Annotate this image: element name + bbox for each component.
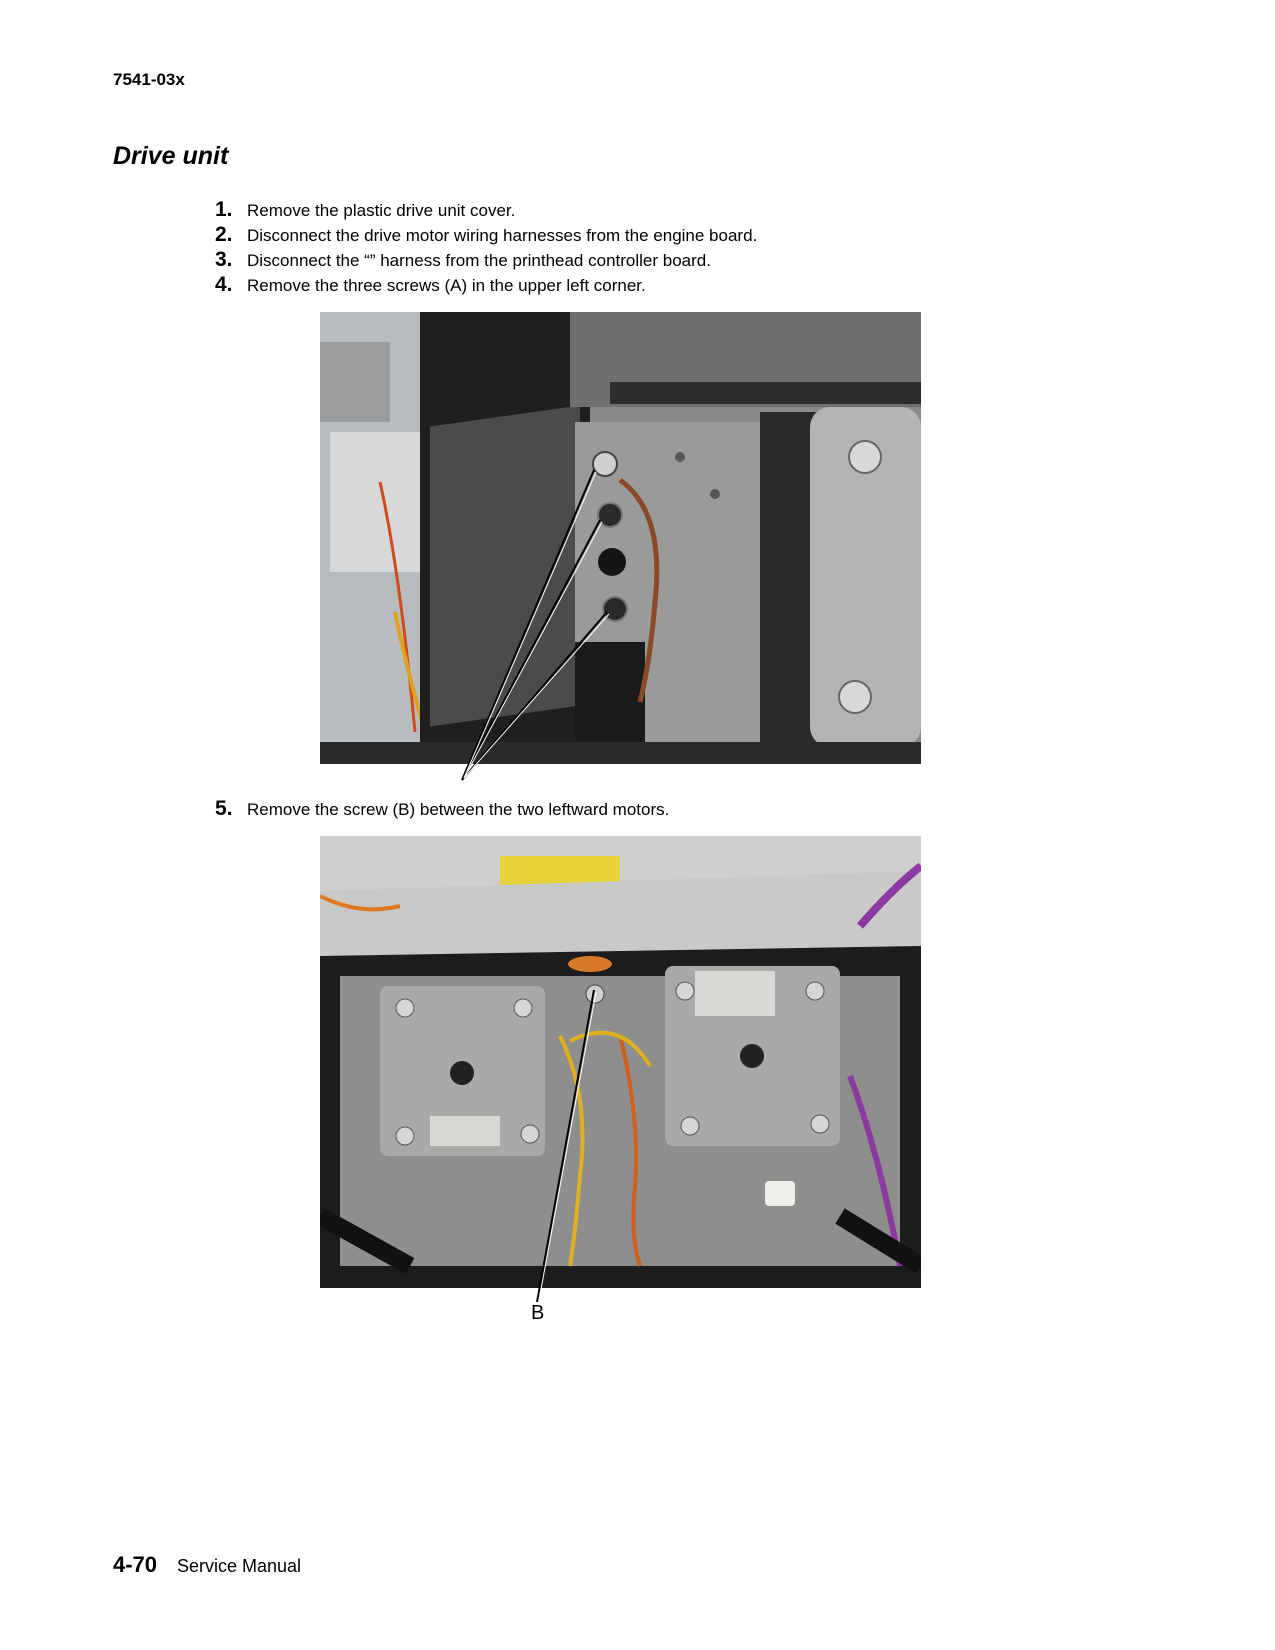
step-3 [215, 248, 711, 272]
step-number: 5. [215, 797, 233, 820]
step-number: 4. [215, 273, 233, 296]
step-text: Disconnect the “” harness from the printhead controller board. [247, 251, 711, 270]
step-text: Remove the plastic drive unit cover. [247, 201, 516, 220]
step-text: Disconnect the drive motor wiring harnesses from the engine board. [247, 226, 758, 245]
motor-screw-photo [320, 836, 921, 1288]
footer-label: Service Manual [177, 1556, 302, 1576]
callout-label-b: B [531, 1302, 545, 1324]
section-title: Drive unit [113, 142, 229, 170]
step-number: 2. [215, 223, 233, 246]
step-number: 3. [215, 248, 233, 271]
step-1 [215, 198, 515, 222]
step-2 [215, 223, 757, 247]
drive-unit-screws-photo [320, 312, 921, 764]
step-number: 1. [215, 198, 233, 221]
model-number: 7541-03x [113, 70, 185, 89]
step-4 [215, 273, 646, 297]
step-5 [215, 797, 669, 821]
step-text: Remove the three screws (A) in the upper left corner. [247, 276, 646, 295]
page-number: 4-70 [113, 1552, 158, 1577]
step-text: Remove the screw (B) between the two leftward motors. [247, 800, 670, 819]
